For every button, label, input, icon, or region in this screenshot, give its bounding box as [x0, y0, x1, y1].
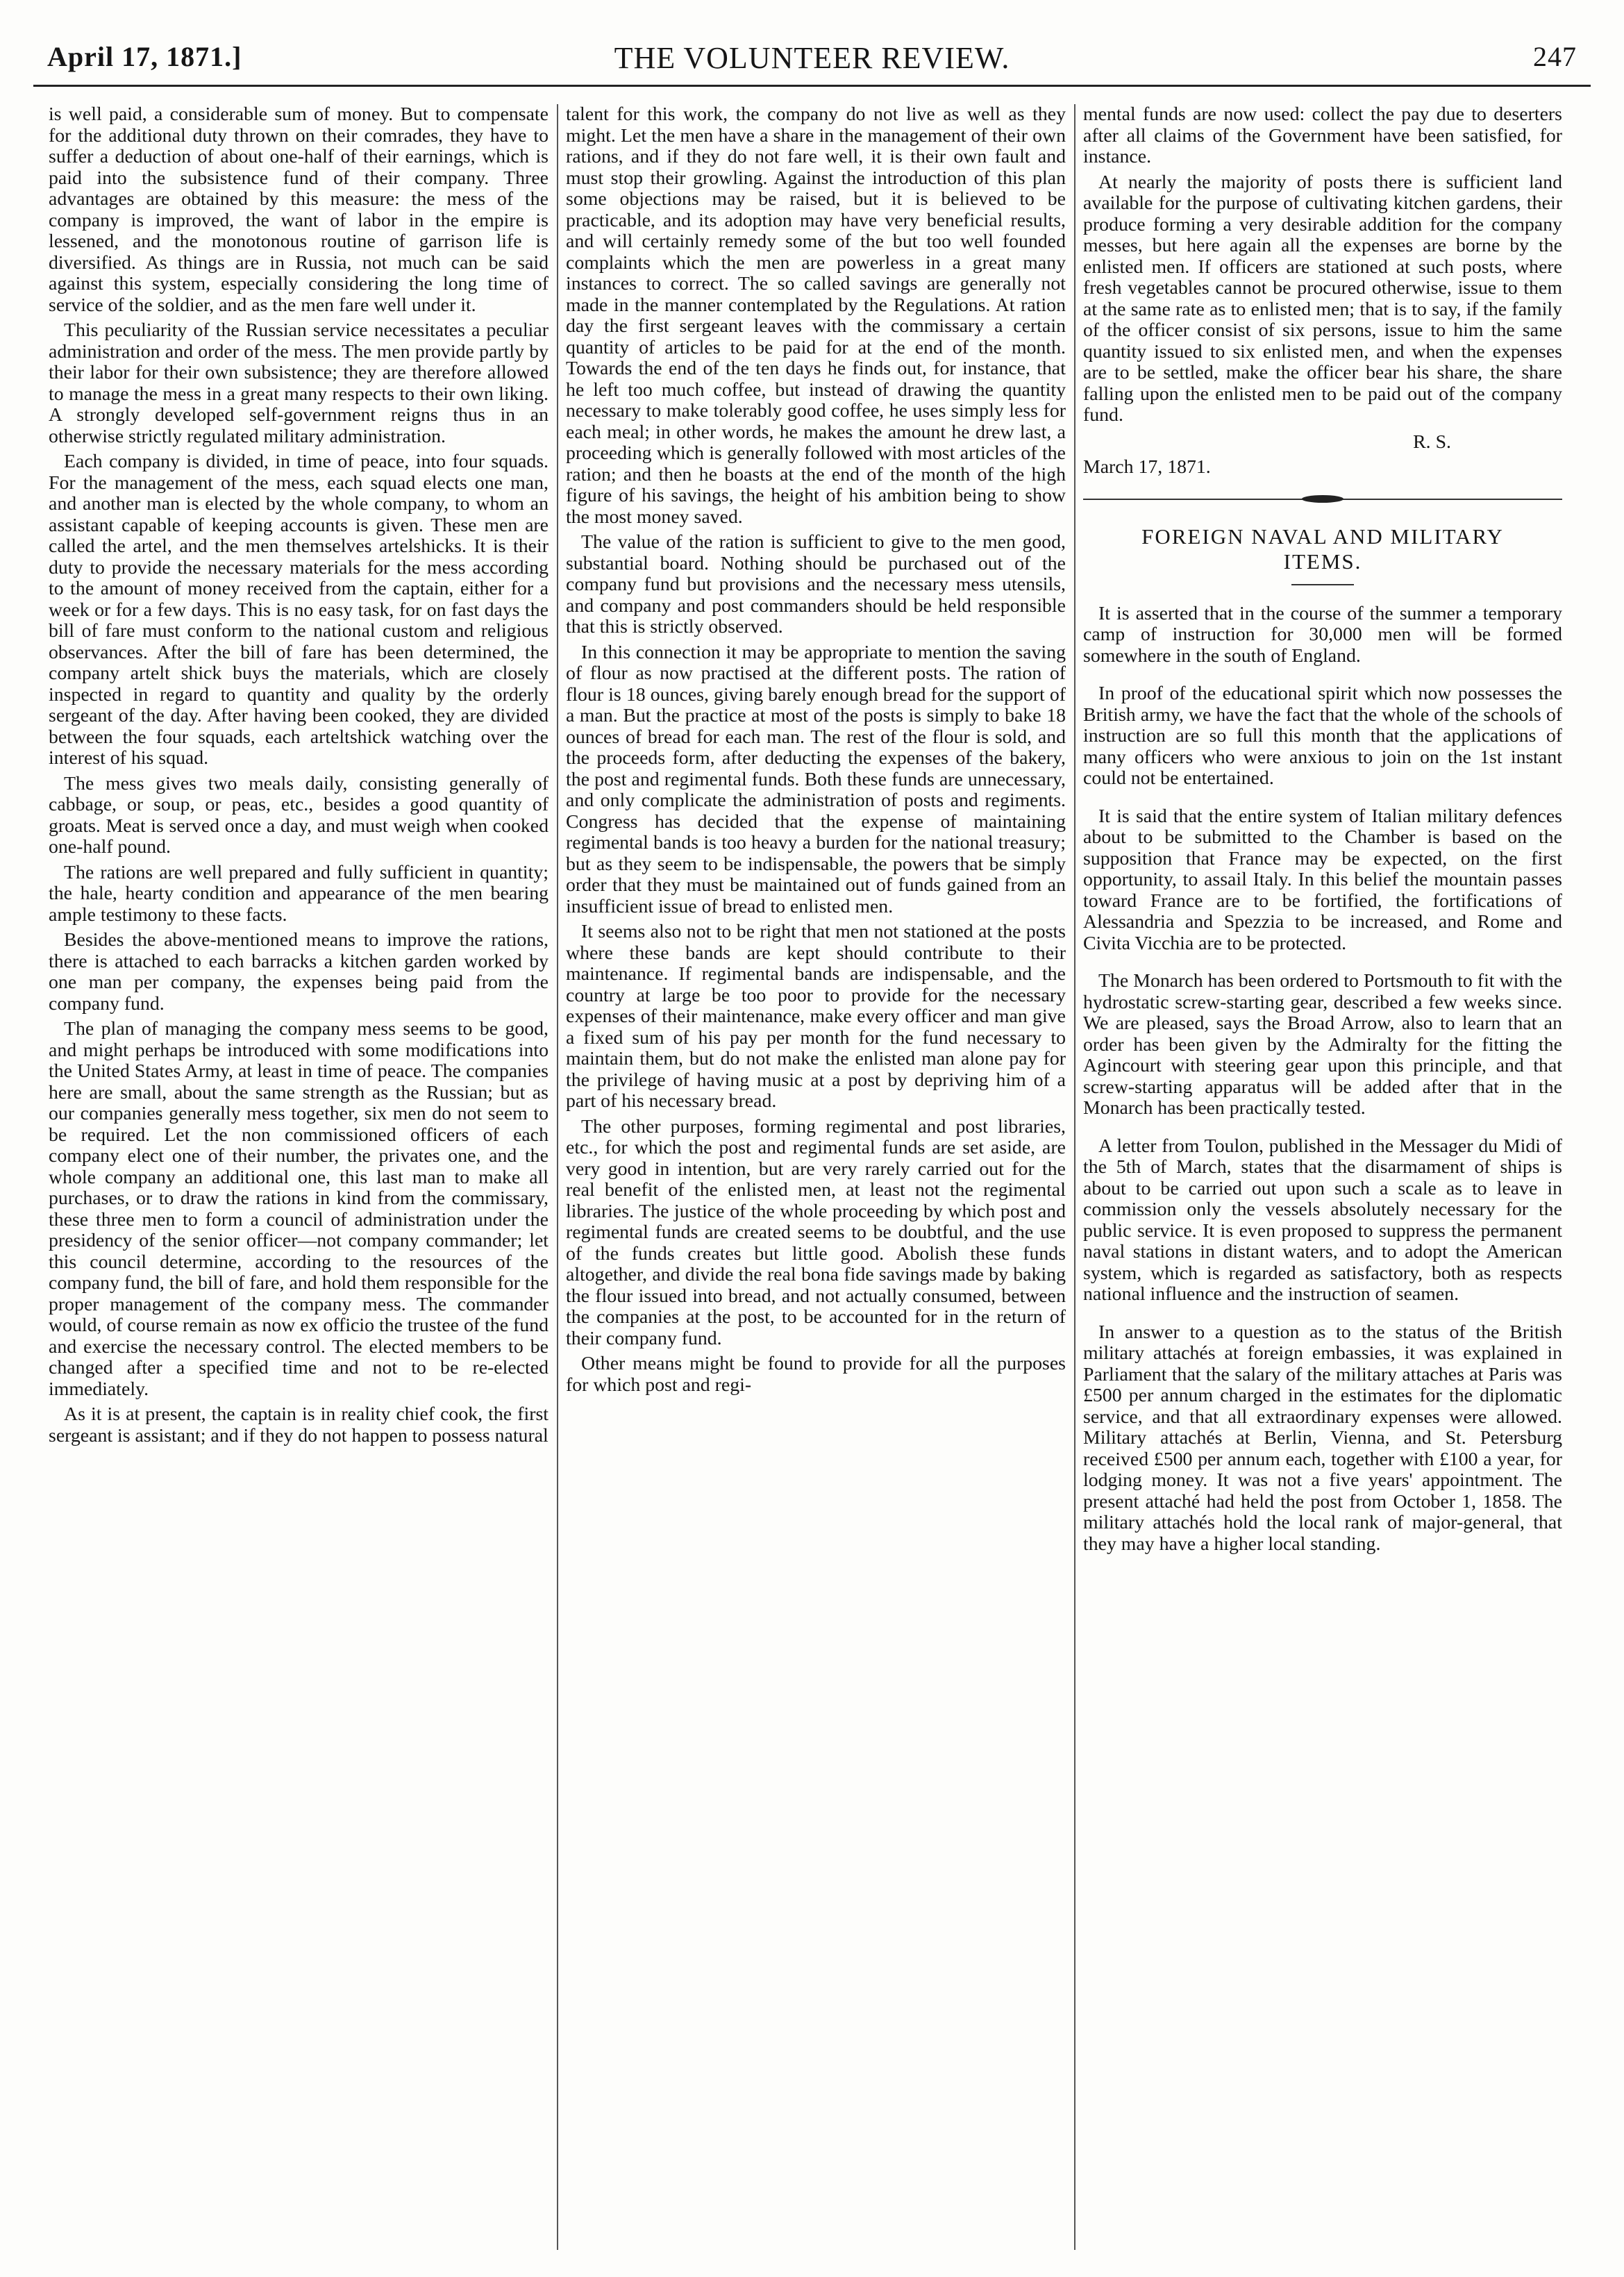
header-date: April 17, 1871.]: [47, 41, 242, 72]
paragraph: In this connection it may be appropriate to mention the saving of flour as now practised at the different posts. The ration of flour is 18 ounces, giving barely enough bread for the support of a man. But the practice at most of the posts is simply to bake 18 ounces of bread for each man. The rest of the flour is sold, and the proceeds form, after deducting the expenses of the bakery, the post and regimental funds. Both these funds are unnecessary, and only complicate the administration of posts and regiments. Congress has decided that the expense of maintaining regimental bands is too heavy a burden for the national treasury; but as they seem to be indispensable, the powers that be simply order that they must be maintained out of funds gained from an insufficient issue of bread to enlisted men.: [566, 641, 1066, 917]
news-item: The Monarch has been ordered to Portsmouth to fit with the hydrostatic screw-starting gear, described a few weeks since. We are pleased, says the Broad Arrow, also to learn that an order has been given by the Admiralty for the fitting the Agincourt with steering gear upon this principle, and that screw-starting apparatus will be added after that in the Monarch has been practically tested.: [1083, 970, 1562, 1119]
middle-column: [566, 104, 1066, 2243]
news-item: In answer to a question as to the status of the British military attachés at foreign embassies, it was explained in Parliament that the salary of the military attaches at Paris was £500 per annum charged in the estimates for the diplomatic service, and that all extraordinary expenses were allowed. Military attachés at Berlin, Vienna, and St. Petersburg received £500 per annum each, together with £100 a year, for lodging money. It was not a five years' appointment. The present attaché had held the post from October 1, 1858. The military attachés hold the local rank of major-general, that they may have a higher local standing.: [1083, 1321, 1562, 1555]
right-column: [1083, 104, 1562, 2243]
paragraph: As it is at present, the captain is in reality chief cook, the first sergeant is assistant; and if they do not happen to possess natural: [49, 1403, 549, 1446]
paragraph: The rations are well prepared and fully sufficient in quantity; the hale, hearty condition and appearance of the men bearing ample testimony to these facts.: [49, 861, 549, 926]
paragraph: Other means might be found to provide for all the purposes for which post and regi-: [566, 1353, 1066, 1396]
publication-title: THE VOLUNTEER REVIEW.: [614, 41, 1010, 75]
paragraph: The plan of managing the company mess seems to be good, and might perhaps be introduced with some modifications into the United States Army, at least in time of peace. The companies here are small, about the same strength as the Russian; but as our companies generally mess together, six men do not seem to be required. Let the non commissioned officers of each company elect one of their number, the privates one, and the whole company an additional one, this last man to make all purchases, or to draw the rations in kind from the commissary, these three men to form a council of administration under the presidency of the senior officer—not company commander; let this council determine, according to the resources of the company fund, the bill of fare, and hold them responsible for the proper management of the company mess. The commander would, of course remain as now ex officio the trustee of the fund and exercise the necessary control. The elected members to be changed after a specified time and not to be re-elected immediately.: [49, 1018, 549, 1400]
paragraph: It seems also not to be right that men not stationed at the posts where these bands are kept should contribute to their maintenance. If regimental bands are indispensable, and the country at large be too poor to provide for the necessary expenses of their maintenance, make every officer and man give a fixed sum of his pay per month for the fund necessary to maintain them, but do not make the enlisted man alone pay for the privilege of having music at a post by depriving him of a part of his necessary bread.: [566, 921, 1066, 1112]
paragraph: is well paid, a considerable sum of money. But to compensate for the additional duty thrown on their comrades, they have to suffer a deduction of about one-half of their earnings, which is paid into the subsistence fund of their company. Three advantages are obtained by this measure: the mess of the company is improved, the want of labor in the empire is lessened, and the monotonous routine of garrison life is diversified. As things are in Russia, not much can be said against this system, especially considering the long time of service of the soldier, and as the men fare well under it.: [49, 104, 549, 316]
left-column: [49, 104, 549, 2243]
paragraph: The mess gives two meals daily, consisting generally of cabbage, or soup, or peas, etc., besides a good quantity of groats. Meat is served once a day, and must weigh when cooked one-half pound.: [49, 772, 549, 858]
news-item: It is said that the entire system of Italian military defences about to be submitted to the Chamber is based on the supposition that France may be expected, on the first opportunity, to assail Italy. In this belief the mountain passes toward France are to be fortified, the fortifications of Alessandria and Spezzia to be increased, and Rome and Civita Vicchia are to be protected.: [1083, 805, 1562, 954]
page-header: [33, 35, 1591, 87]
news-item: A letter from Toulon, published in the Messager du Midi of the 5th of March, states that the disarmament of ships is about to be carried out upon such a scale as to leave in commission only the vessels absolutely necessary for the public service. It is even proposed to suppress the permanent naval stations in distant waters, and to adopt the American system, which is regarded as satisfactory, both as respects national influence and the instruction of seamen.: [1083, 1135, 1562, 1305]
paragraph: The value of the ration is sufficient to give to the men good, substantial board. Nothing should be purchased out of the company fund but provisions and the necessary mess utensils, and company and post commanders should be held responsible that this is strictly observed.: [566, 531, 1066, 637]
paragraph: mental funds are now used: collect the pay due to deserters after all claims of the Government have been satisfied, for instance.: [1083, 104, 1562, 167]
paragraph: At nearly the majority of posts there is sufficient land available for the purpose of cultivating kitchen gardens, their produce forming a very desirable addition for the company messes, but here again all the expenses are borne by the enlisted men. If officers are stationed at such posts, where fresh vegetables cannot be procured otherwise, issue to them at the same rate as to enlisted men; that is to say, if the family of the officer consist of six persons, issue to him the same quantity issued to six enlisted men, and when the expenses are to be settled, make the officer bear his share, the share falling upon the enlisted men to be paid out of the company fund.: [1083, 171, 1562, 426]
news-item: It is asserted that in the course of the summer a temporary camp of instruction for 30,000 men will be formed somewhere in the south of England.: [1083, 602, 1562, 667]
paragraph: The other purposes, forming regimental and post libraries, etc., for which the post and regimental funds are set aside, are very good in intention, but are very rarely carried out for the real benefit of the enlisted men, at least not the regimental libraries. The justice of the whole proceeding by which post and regimental funds are created seems to be doubtful, and the use of the funds creates but little good. Abolish these funds altogether, and divide the real bona fide savings made by baking the flour issued into bread, and not actually consumed, between the companies at the post, to be accounted for in the return of their company fund.: [566, 1115, 1066, 1349]
section-title-line: ITEMS.: [1283, 549, 1362, 574]
section-title: [1083, 524, 1562, 574]
column-divider: [557, 104, 558, 2250]
page-number: 247: [1533, 41, 1577, 72]
paragraph: talent for this work, the company do not live as well as they might. Let the men have a share in the management of their own rations, and if they do not fare well, it is their own fault and must stop their growling. Against the introduction of this plan some objections may be raised, but it is believed to be practicable, and its adoption may have very beneficial results, and will certainly remedy some of the but too well founded complaints which the men are powerless in a great many instances to correct. The so called savings are generally not made in the manner contemplated by the Regulations. At ration day the first sergeant leaves with the commissary a certain quantity of articles to be paid for at the end of the month. Towards the end of the ten days he finds out, for instance, that he left too much coffee, but instead of drawing the quantity necessary to make tolerably good coffee, he uses simply less for each meal; in other words, he makes the amount he drew last, a proceeding which is generally followed with most articles of the ration; and then he boasts at the end of the month of the high figure of his savings, the height of his ambition being to show the most money saved.: [566, 104, 1066, 528]
title-rule: [1291, 584, 1354, 585]
news-item: In proof of the educational spirit which now possesses the British army, we have the fact that the whole of the schools of instruction are so full this month that the applications of many officers who were anxious to join on the 1st instant could not be entertained.: [1083, 683, 1562, 789]
paragraph: This peculiarity of the Russian service necessitates a peculiar administration and order of the mess. The men provide partly by their labor for their own subsistence; they are therefore allowed to manage the mess in a great many respects to their own liking. A strongly developed self-government reigns thus in an otherwise strictly regulated military administration.: [49, 319, 549, 447]
article-dateline: March 17, 1871.: [1083, 456, 1211, 478]
paragraph: Besides the above-mentioned means to improve the rations, there is attached to each barracks a kitchen garden worked by one man per company, the expenses being paid from the company fund.: [49, 929, 549, 1015]
paragraph: Each company is divided, in time of peace, into four squads. For the management of the mess, each squad elects one man, and another man is elected by the whole company, to whom an assistant capable of keeping accounts is given. These men are called the artel, and the men themselves artelshicks. It is their duty to provide the necessary materials for the mess according to the amount of money received from the captain, either for a week or for a few days. This is no easy task, for on fast days the bill of fare must conform to the national custom and religious observances. After the bill of fare has been determined, the company artelt shick buys the materials, which are closely inspected in regard to quantity and quality by the orderly sergeant of the day. After having been cooked, they are divided between the four squads, each arteltshick watching over the interest of his squad.: [49, 451, 549, 769]
column-divider: [1074, 104, 1075, 2250]
section-title-line: FOREIGN NAVAL AND MILITARY: [1141, 524, 1504, 549]
ornamental-divider: [1083, 492, 1562, 506]
author-signature: R. S.: [1413, 431, 1451, 453]
